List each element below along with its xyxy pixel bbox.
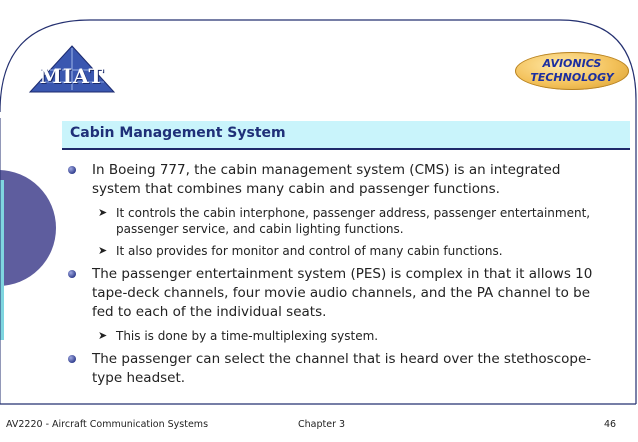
bullet-dot-icon — [68, 166, 76, 174]
slide-content — [68, 161, 608, 394]
bullet-3 — [68, 350, 608, 388]
footer-chapter: Chapter 3 — [298, 419, 346, 430]
footer-course: AV2220 - Aircraft Communication Systems — [6, 419, 209, 430]
bullet-dot-icon — [68, 355, 76, 363]
bullet-1 — [68, 161, 608, 199]
bullet-2-text: The passenger entertainment system (PES) is complex in that it allows 10 tape-deck channels, four movie audio channels, and the PA channel to be fed to each of the individual seats. — [92, 266, 593, 320]
badge-line-2: TECHNOLOGY — [530, 71, 614, 84]
bullet-dot-icon — [68, 270, 76, 278]
sub-bullet-2-1 — [68, 328, 608, 344]
avionics-technology-badge — [515, 52, 629, 90]
sub-bullet-2-1-text: This is done by a time-multiplexing system. — [116, 329, 379, 343]
sub-bullet-1-1 — [68, 205, 608, 237]
slide-title: Cabin Management System — [70, 125, 286, 141]
bullet-1-text: In Boeing 777, the cabin management system (CMS) is an integrated system that combines many cabin and passenger functions. — [92, 162, 561, 197]
side-accent-bar — [0, 180, 4, 340]
bullet-2 — [68, 265, 608, 322]
footer-page-number: 46 — [604, 419, 617, 430]
arrow-bullet-icon: ➤ — [98, 329, 108, 342]
miat-logo — [28, 44, 116, 94]
arrow-bullet-icon: ➤ — [98, 206, 108, 219]
sub-bullet-1-1-text: It controls the cabin interphone, passenger address, passenger entertainment, passenger service, and cabin lighting functions. — [116, 206, 591, 236]
badge-line-1: AVIONICS — [542, 57, 602, 70]
sub-bullet-1-2 — [68, 243, 608, 259]
decorative-circle — [0, 170, 56, 286]
bullet-3-text: The passenger can select the channel that is heard over the stethoscope-type headset. — [92, 351, 592, 386]
miat-logo-text: MIAT — [39, 64, 105, 88]
sub-bullet-1-2-text: It also provides for monitor and control of many cabin functions. — [116, 244, 503, 258]
slide-title-bar — [62, 121, 630, 150]
arrow-bullet-icon: ➤ — [98, 244, 108, 257]
